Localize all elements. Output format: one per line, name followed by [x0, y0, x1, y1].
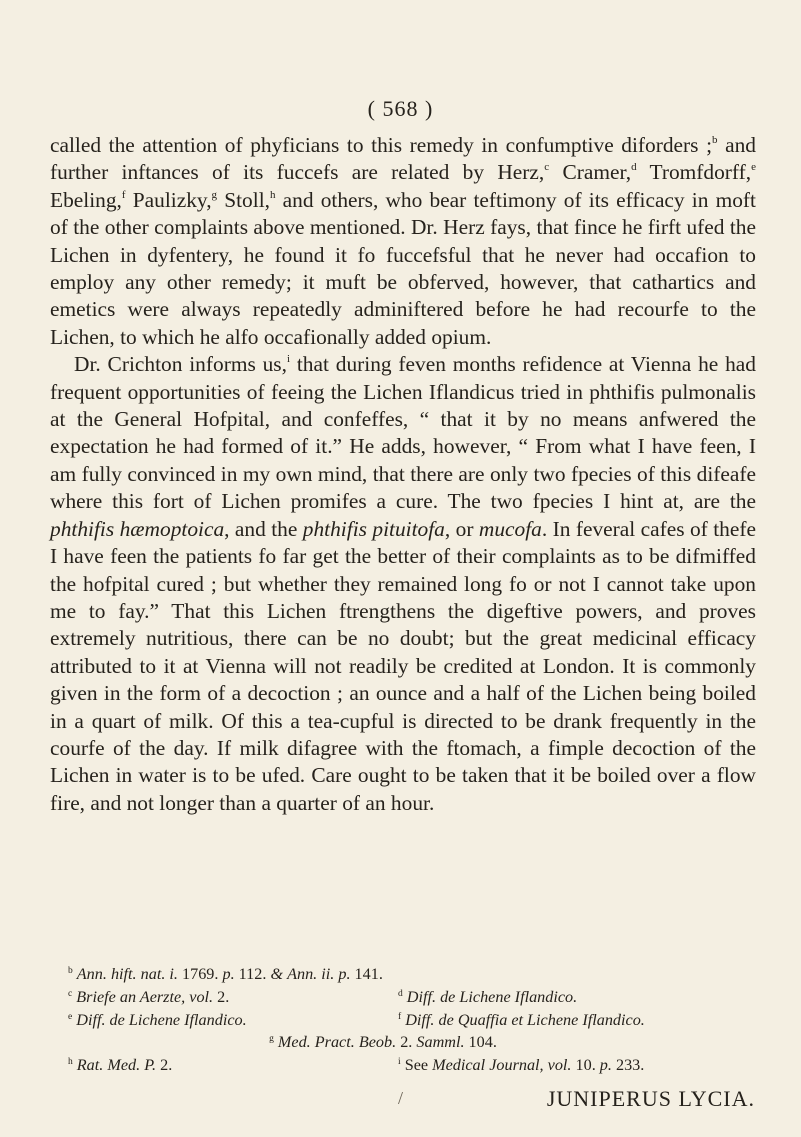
footnote-marker: e	[751, 161, 757, 174]
catchword: JUNIPERUS LYCIA.	[546, 1086, 755, 1111]
text-run: 104.	[464, 1033, 497, 1052]
footnote-marker: h	[269, 188, 276, 201]
italic-text: Ann. hift. nat. i.	[76, 965, 178, 983]
text-run: 10.	[571, 1056, 600, 1075]
stray-mark: /	[398, 1088, 404, 1108]
text-run: 141.	[350, 965, 383, 983]
footnote-right	[398, 1054, 758, 1077]
footnote-marker: d	[398, 988, 403, 999]
italic-text: Ann. ii. p.	[287, 965, 351, 983]
footnote-left	[68, 1054, 398, 1077]
footnote-row-h-i	[68, 1054, 758, 1077]
italic-text: Briefe an Aerzte, vol.	[76, 987, 214, 1006]
text-run: called the attention of phyficians to this remedy in confumptive diforders ;	[50, 133, 713, 157]
text-run: 1769.	[177, 965, 223, 983]
italic-text: Medical Journal, vol.	[432, 1056, 572, 1075]
text-run: Dr. Crichton informs us,	[74, 352, 287, 377]
text-run: Cramer,	[549, 160, 632, 185]
footnote-row-c-d	[68, 986, 758, 1009]
text-run: 2.	[156, 1056, 173, 1075]
footnote-marker: f	[398, 1011, 402, 1022]
footnote-marker: i	[398, 1057, 401, 1068]
footnote-row-e-f	[68, 1009, 758, 1032]
text-run: 112.	[234, 965, 271, 983]
italic-text: Diff. de Quaffia et Lichene Iflandico.	[405, 1010, 645, 1029]
footnote-marker: b	[68, 966, 73, 976]
footnote-marker: i	[286, 353, 291, 366]
footnote-marker: g	[211, 188, 218, 201]
text-run: Tromfdorff,	[636, 160, 752, 185]
text-run: See	[400, 1056, 433, 1075]
text-run: Stoll,	[217, 187, 270, 212]
footnote-marker: f	[121, 188, 126, 201]
footnote-marker: h	[68, 1057, 73, 1068]
text-run: and further inftances of its fuccefs are related by Herz,	[50, 133, 757, 185]
paragraph-1	[50, 132, 756, 351]
text-run: Paulizky,	[125, 187, 212, 212]
footnote-marker: b	[712, 134, 718, 146]
text-run: 233.	[611, 1056, 645, 1075]
footnote-marker: c	[544, 161, 550, 174]
text-run: 2.	[213, 987, 230, 1006]
italic-text: Samml.	[416, 1033, 465, 1052]
italic-text: Med. Pract. Beob.	[277, 1033, 397, 1052]
text-run: Ebeling,	[50, 187, 122, 212]
paragraph-2	[50, 351, 756, 817]
italic-text: phthifis pituitofa	[302, 516, 445, 541]
text-run: . In feveral cafes of thefe I have feen the patients fo far get the better of their complaints as to be difmiffed the hofpital cured ; but whether they remained long fo or not I cannot take upon me to fay.” That this Lichen ftrengthens the digeftive powers, and proves extremely nutritious, there can be no doubt; but the great medicinal efficacy attributed to it at Vienna will not readily be credited at London. It is commonly given in the form of a decoction ; an ounce and a half of the Lichen being boiled in a quart of milk. Of this a tea-cupful is directed to be drank frequently in the courfe of the day. If milk difagree with the ftomach, a fimple decoction of the Lichen in water is to be ufed. Care ought to be taken that it be boiled over a flow fire, and not longer than a quarter of an hour.	[50, 516, 756, 815]
footnote-marker: d	[631, 161, 637, 174]
italic-text: &	[270, 965, 284, 983]
footnote-marker: e	[68, 1011, 73, 1022]
text-run: , and the	[224, 516, 303, 541]
footnotes	[68, 963, 758, 1077]
italic-text: mucofa	[478, 516, 542, 541]
footnote-right	[398, 1009, 758, 1032]
text-run: , or	[444, 516, 479, 541]
italic-text: Diff. de Lichene Iflandico.	[406, 987, 578, 1006]
footnote-left	[68, 986, 398, 1009]
footnote-text	[68, 963, 383, 986]
page-number: ( 568 )	[367, 96, 434, 121]
footnote-row-g	[68, 1031, 758, 1054]
body-text	[50, 132, 756, 817]
footnote-marker: g	[269, 1034, 274, 1045]
footnote-marker: c	[68, 988, 73, 999]
italic-text: p.	[222, 965, 235, 983]
footnote-right	[398, 986, 758, 1009]
footnote-text	[269, 1031, 497, 1054]
italic-text: Diff. de Lichene Iflandico.	[76, 1010, 247, 1029]
italic-text: phthifis hæmoptoica	[50, 516, 225, 541]
italic-text: Rat. Med. P.	[76, 1056, 157, 1075]
footnote-left	[68, 1009, 398, 1032]
text-run: 2.	[396, 1033, 417, 1052]
text-run: that during feven months refidence at Vienna he had frequent opportunities of feeing the Lichen Iflandicus tried in phthifis pulmonalis at the General Hofpital, and confeffes, “ that it by no means anfwered the expectation he had formed of it.” He adds, however, “ From what I have feen, I am fully convinced in my own mind, that there are only two fpecies of this difeafe where this fort of Lichen promifes a cure. The two fpecies I hint at, are the	[50, 352, 756, 514]
italic-text: p.	[599, 1056, 612, 1075]
text-run: and others, who bear teftimony of its efficacy in moft of the other complaints above mentioned. Dr. Herz fays, that fince he firft ufed the Lichen in dyfentery, he found it fo fuccefsful that he never had occafion to employ any other remedy; it muft be obferved, however, that cathartics and emetics were always repeatedly adminiftered before he had recourfe to the Lichen, to which he alfo occafionally added opium.	[50, 187, 756, 349]
footnote-row-b	[68, 963, 758, 986]
